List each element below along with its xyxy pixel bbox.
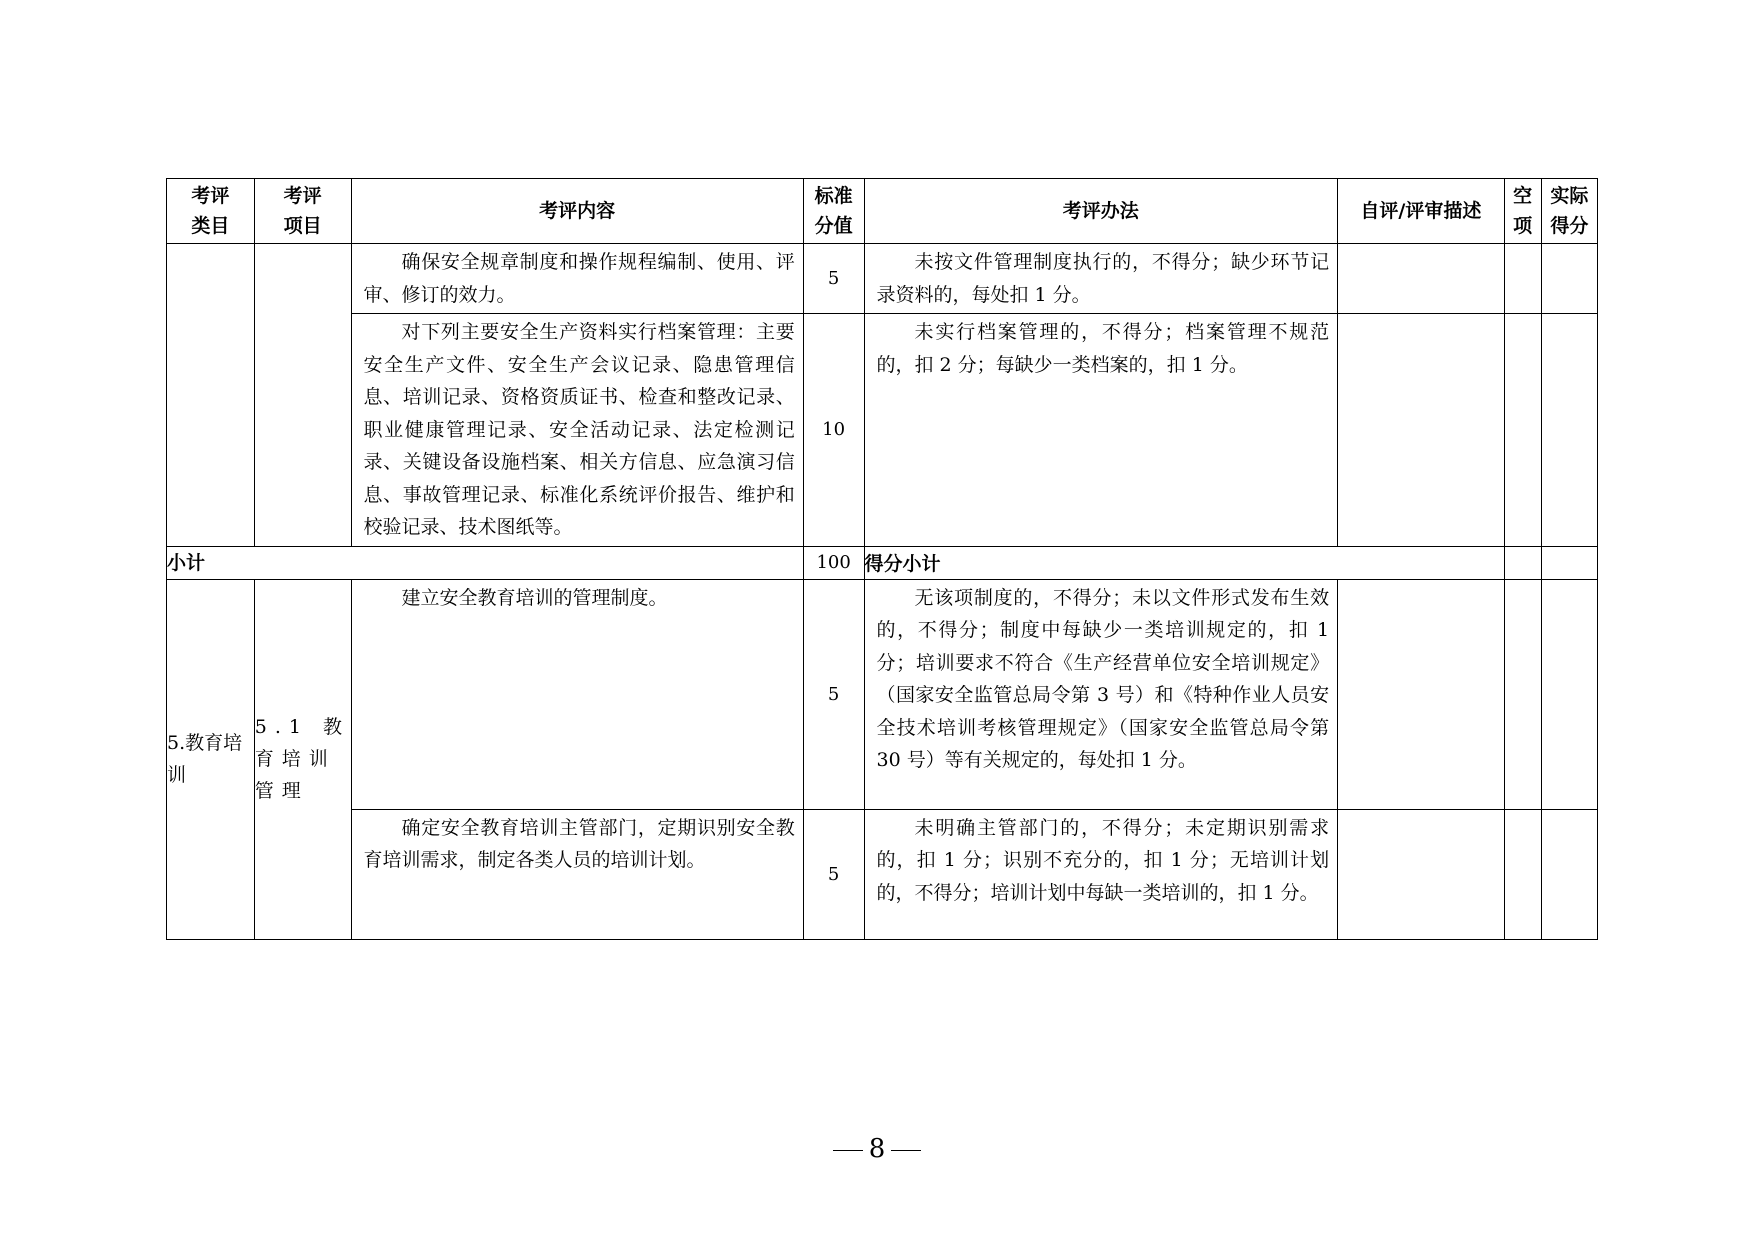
evaluation-table xyxy=(166,178,1598,940)
actual-score-cell xyxy=(1541,809,1597,939)
subtotal-result-label: 得分小计 xyxy=(864,546,1504,579)
blank-cell xyxy=(1504,809,1541,939)
subtotal-row xyxy=(167,546,1598,579)
score-cell: 10 xyxy=(803,314,864,547)
table-row xyxy=(167,809,1598,939)
score-cell: 5 xyxy=(803,244,864,314)
subtotal-score: 100 xyxy=(803,546,864,579)
actual-score-cell xyxy=(1541,314,1597,547)
table-row xyxy=(167,579,1598,809)
item-cell: 5.1 教育培训管理 xyxy=(254,579,351,939)
score-cell: 5 xyxy=(803,579,864,809)
self-review-cell xyxy=(1338,244,1505,314)
blank-cell xyxy=(1504,314,1541,547)
method-cell: 无该项制度的，不得分；未以文件形式发布生效的，不得分；制度中每缺少一类培训规定的，扣 1 分；培训要求不符合《生产经营单位安全培训规定》（国家安全监管总局令第 3 号）和《特种作业人员安全技术培训考核管理规定》（国家安全监管总局令第 30 号）等有关规定的，每处扣 1 分。 xyxy=(864,579,1338,809)
header-item: 考评 项目 xyxy=(254,179,351,244)
method-cell: 未明确主管部门的，不得分；未定期识别需求的，扣 1 分；识别不充分的，扣 1 分；无培训计划的，不得分；培训计划中每缺一类培训的，扣 1 分。 xyxy=(864,809,1338,939)
blank-cell xyxy=(1504,546,1541,579)
method-cell: 未实行档案管理的，不得分；档案管理不规范的，扣 2 分；每缺少一类档案的，扣 1 分。 xyxy=(864,314,1338,547)
subtotal-label: 小计 xyxy=(167,546,804,579)
page-number-text: 8 xyxy=(868,1134,886,1164)
self-review-cell xyxy=(1338,314,1505,547)
table-row xyxy=(167,244,1598,314)
header-category: 考评 类目 xyxy=(167,179,255,244)
content-cell: 对下列主要安全生产资料实行档案管理：主要安全生产文件、安全生产会议记录、隐患管理信息、培训记录、资格资质证书、检查和整改记录、职业健康管理记录、安全活动记录、法定检测记录、关键设备设施档案、相关方信息、应急演习信息、事故管理记录、标准化系统评价报告、维护和校验记录、技术图纸等。 xyxy=(351,314,803,547)
header-blank: 空 项 xyxy=(1504,179,1541,244)
header-self-review: 自评/评审描述 xyxy=(1338,179,1505,244)
actual-score-cell xyxy=(1541,546,1597,579)
score-cell: 5 xyxy=(803,809,864,939)
blank-cell xyxy=(1504,579,1541,809)
header-method: 考评办法 xyxy=(864,179,1338,244)
method-cell: 未按文件管理制度执行的，不得分；缺少环节记录资料的，每处扣 1 分。 xyxy=(864,244,1338,314)
page-dash-left xyxy=(833,1150,863,1151)
page-number xyxy=(0,1134,1754,1164)
table-row xyxy=(167,314,1598,547)
category-cell xyxy=(167,244,255,547)
item-cell xyxy=(254,244,351,547)
page-dash-right xyxy=(891,1150,921,1151)
content-cell: 确定安全教育培训主管部门，定期识别安全教育培训需求，制定各类人员的培训计划。 xyxy=(351,809,803,939)
self-review-cell xyxy=(1338,809,1505,939)
actual-score-cell xyxy=(1541,579,1597,809)
content-cell: 建立安全教育培训的管理制度。 xyxy=(351,579,803,809)
self-review-cell xyxy=(1338,579,1505,809)
header-standard-score: 标准 分值 xyxy=(803,179,864,244)
header-actual-score: 实际 得分 xyxy=(1541,179,1597,244)
blank-cell xyxy=(1504,244,1541,314)
header-content: 考评内容 xyxy=(351,179,803,244)
actual-score-cell xyxy=(1541,244,1597,314)
header-row xyxy=(167,179,1598,244)
category-cell: 5.教育培训 xyxy=(167,579,255,939)
content-cell: 确保安全规章制度和操作规程编制、使用、评审、修订的效力。 xyxy=(351,244,803,314)
